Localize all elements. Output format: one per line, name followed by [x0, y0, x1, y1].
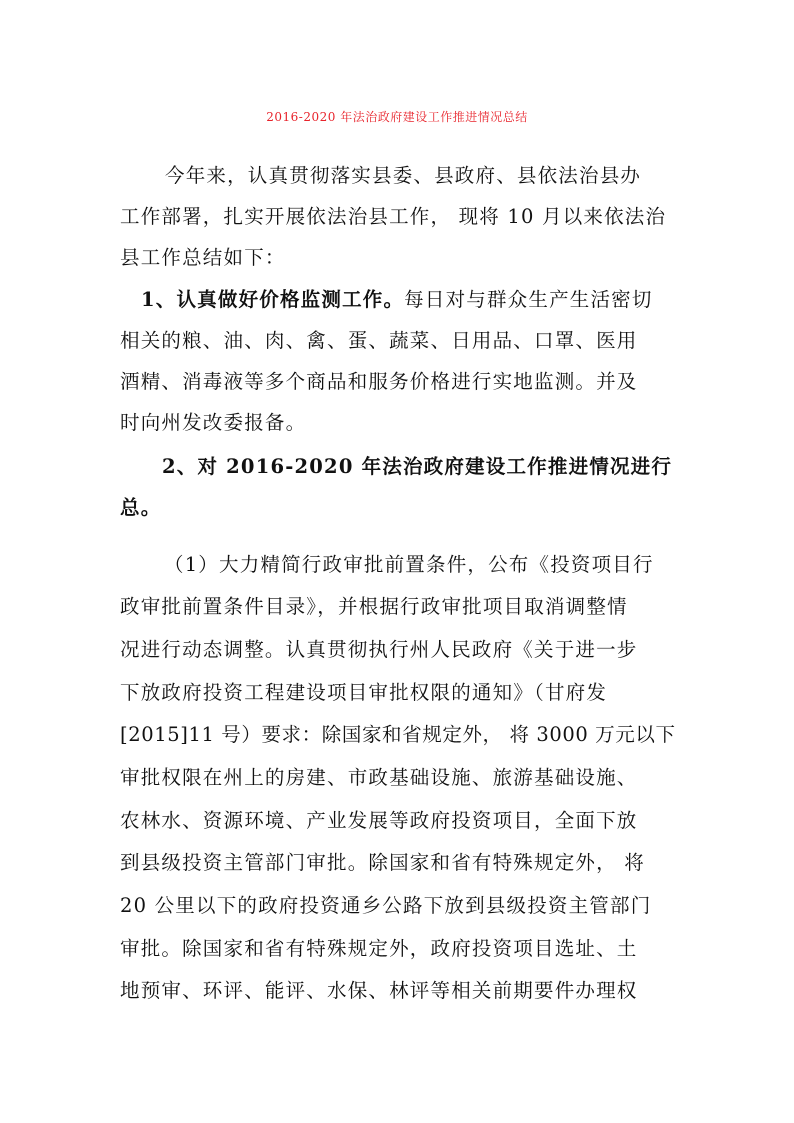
intro-line: 县工作总结如下： [120, 246, 286, 269]
section1-first-line [141, 287, 653, 313]
paragraph1-line: 审批。除国家和省有特殊规定外，政府投资项目选址、土 [120, 937, 638, 960]
paragraph1-line: 20 公里以下的政府投资通乡公路下放到县级投资主管部门 [120, 894, 652, 917]
paragraph1-line: 下放政府投资工程建设项目审批权限的通知》（甘府发 [120, 681, 608, 704]
section1-first-line-text: 每日对与群众生产生活密切 [404, 288, 653, 311]
section1-line: 时向州发改委报备。 [120, 411, 307, 434]
intro-line: 今年来，认真贯彻落实县委、县政府、县依法治县办 [165, 164, 642, 187]
section1-line: 相关的粮、油、肉、禽、蛋、蔬菜、日用品、口罩、医用 [120, 329, 638, 352]
section1-line: 酒精、消毒液等多个商品和服务价格进行实地监测。并及 [120, 370, 638, 393]
paragraph1-line: [2015]11 号）要求：除国家和省规定外， 将 3000 万元以下 [120, 723, 676, 746]
section1-heading: 1、认真做好价格监测工作。 [141, 288, 405, 311]
paragraph1-line: 农林水、资源环境、产业发展等政府投资项目，全面下放 [120, 809, 638, 832]
paragraph1-line: 况进行动态调整。认真贯彻执行州人民政府《关于进一步 [120, 638, 638, 661]
section2-heading-line: 总。 [120, 496, 162, 519]
paragraph1-line: 到县级投资主管部门审批。除国家和省有特殊规定外， 将 [120, 851, 645, 874]
paragraph1-line: 地预审、环评、能评、水保、林评等相关前期要件办理权 [120, 979, 638, 1002]
section2-heading-line: 2、对 2016-2020 年法治政府建设工作推进情况进行 [162, 455, 673, 478]
paragraph1-line: 政审批前置条件目录》，并根据行政审批项目取消调整情 [120, 595, 628, 618]
paragraph1-line: （1）大力精简行政审批前置条件，公布《投资项目行 [164, 553, 654, 576]
intro-line: 工作部署，扎实开展依法治县工作， 现将 10 月以来依法治 [120, 205, 667, 228]
document-title: 2016-2020 年法治政府建设工作推进情况总结 [266, 110, 528, 124]
paragraph1-line: 审批权限在州上的房建、市政基础设施、旅游基础设施、 [120, 766, 638, 789]
